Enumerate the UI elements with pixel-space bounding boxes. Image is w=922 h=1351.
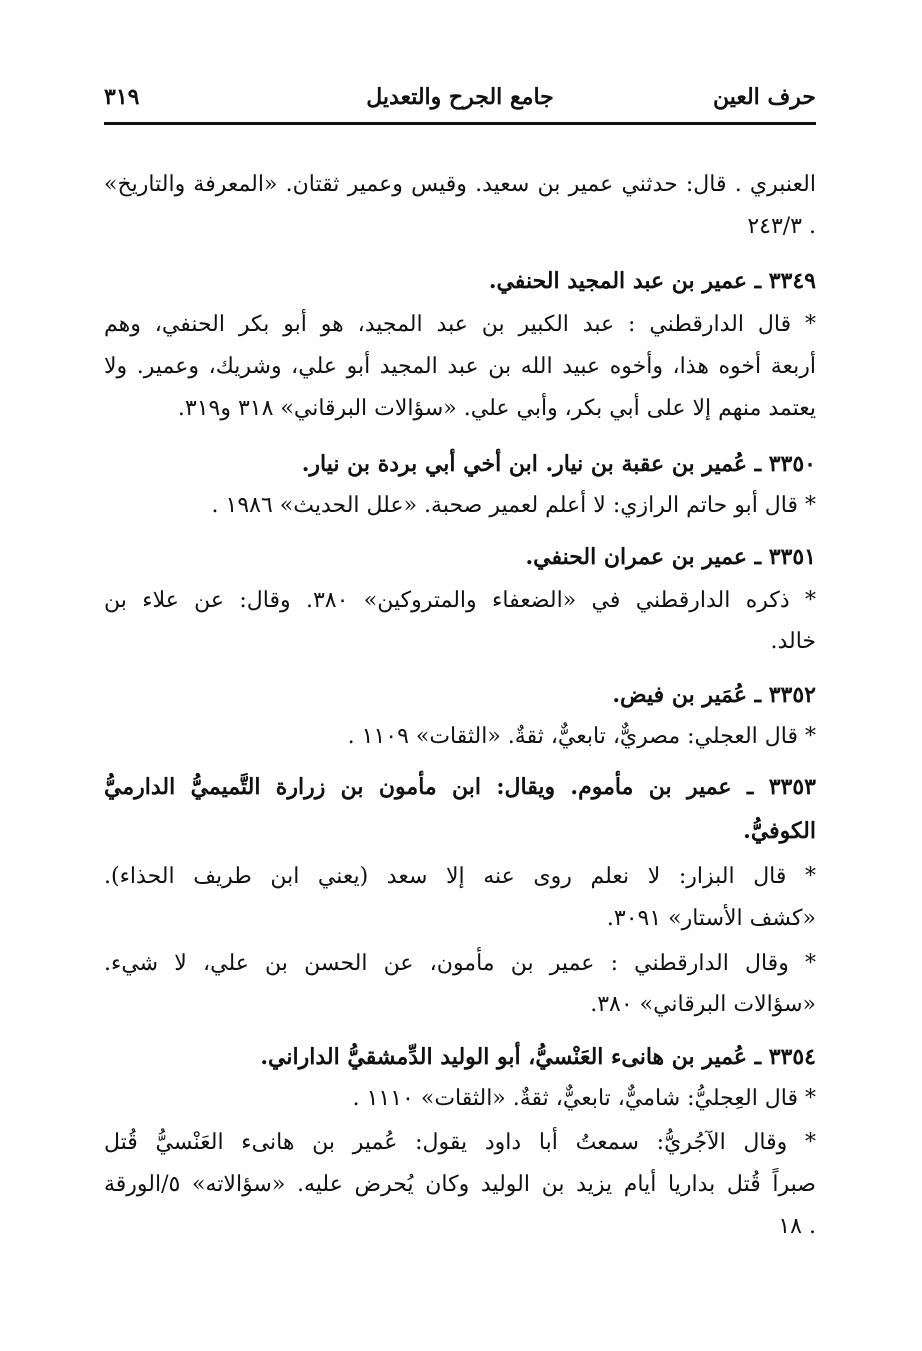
page-number: ٣١٩ (104, 84, 140, 110)
entry-heading: الكوفيُّ. (743, 818, 816, 844)
text-line: أربعة أخوه هذا، وأخوه عبيد الله بن عبد المجيد أبو علي، وشريك، وعمير. ولا (104, 354, 816, 379)
text-line: . ٢٤٣/٣ (747, 214, 816, 239)
text-line: . ١٨ (778, 1214, 816, 1239)
text-line: * قال أبو حاتم الرازي: لا أعلم لعمير صحبة. «علل الحديث» ١٩٨٦ . (211, 493, 816, 518)
text-line: * قال الدارقطني : عبد الكبير بن عبد المجيد، هو أبو بكر الحنفي، وهم (104, 312, 816, 337)
book-title: جامع الجرح والتعديل (366, 84, 554, 110)
entry-heading: ٣٣٥٤ ـ عُمير بن هانىء العَنْسيُّ، أبو الوليد الدِّمشقيُّ الداراني. (260, 1044, 816, 1070)
text-line: * قال العِجليُّ: شاميٌّ، تابعيٌّ، ثقةٌ. «الثقات» ١١١٠ . (352, 1086, 816, 1111)
chapter-title: حرف العين (712, 84, 816, 110)
text-line: * وقال الدارقطني : عمير بن مأمون، عن الحسن بن علي، لا شيء. (104, 951, 816, 976)
entry-heading: ٣٣٤٩ ـ عمير بن عبد المجيد الحنفي. (488, 268, 816, 294)
text-line: العنبري . قال: حدثني عمير بن سعيد. وقيس وعمير ثقتان. «المعرفة والتاريخ» (104, 172, 816, 197)
header-rule (104, 122, 816, 125)
text-line: خالد. (770, 629, 816, 654)
entry-heading: ٣٣٥٣ ـ عمير بن مأموم. ويقال: ابن مأمون بن زرارة التَّميميُّ الدارميُّ (104, 774, 816, 800)
text-line: يعتمد منهم إلا على أبي بكر، وأبي علي. «سؤالات البرقاني» ٣١٨ و٣١٩. (177, 396, 816, 421)
entry-heading: ٣٣٥٠ ـ عُمير بن عقبة بن نيار. ابن أخي أبي بردة بن نيار. (301, 451, 816, 477)
text-line: * وقال الآجُريُّ: سمعتُ أبا داود يقول: عُمير بن هانىء العَنْسيُّ قُتل (104, 1130, 816, 1155)
text-line: * ذكره الدارقطني في «الضعفاء والمتروكين» ٣٨٠. وقال: عن علاء بن (104, 588, 816, 613)
text-line: * قال العجلي: مصريٌّ، تابعيٌّ، ثقةٌ. «الثقات» ١١٠٩ . (347, 724, 816, 749)
running-header (104, 84, 816, 118)
text-line: «سؤالات البرقاني» ٣٨٠. (590, 992, 816, 1017)
entry-heading: ٣٣٥١ ـ عمير بن عمران الحنفي. (525, 544, 816, 570)
entry-heading: ٣٣٥٢ ـ عُمَير بن فيض. (612, 682, 816, 708)
text-line: صبراً قُتل بداريا أيام يزيد بن الوليد وكان يُحرض عليه. «سؤالاته» ٥/الورقة (104, 1172, 816, 1197)
text-line: * قال البزار: لا نعلم روى عنه إلا سعد (يعني ابن طريف الحذاء). (104, 864, 816, 889)
text-line: «كشف الأستار» ٣٠٩١. (606, 906, 816, 931)
